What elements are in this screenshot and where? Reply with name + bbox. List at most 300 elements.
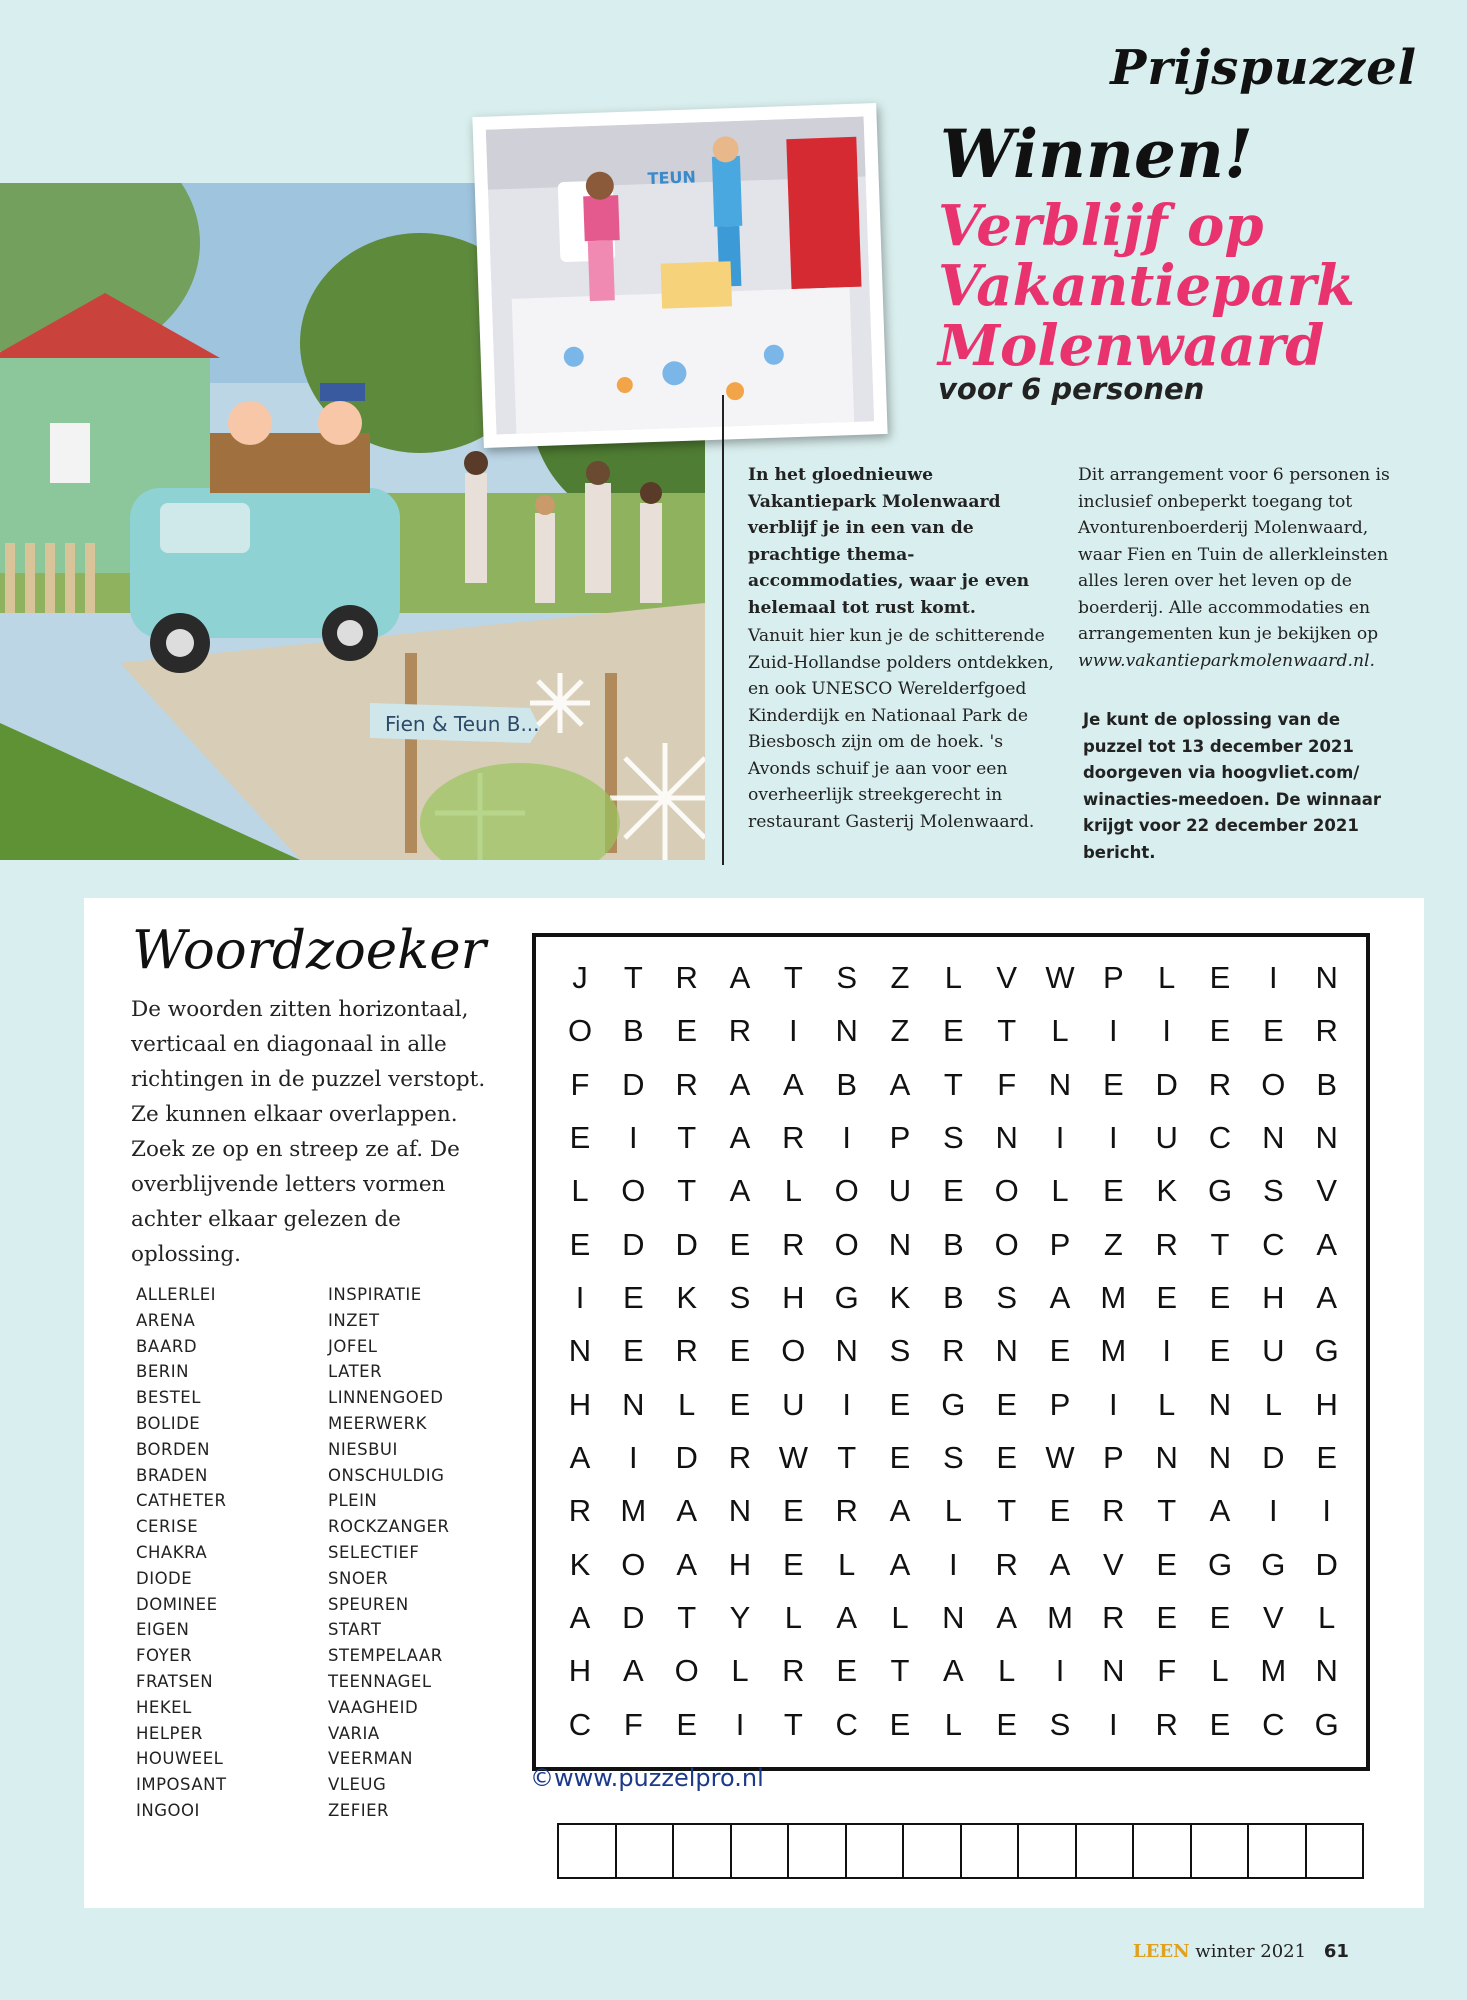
grid-letter[interactable]: U bbox=[1155, 1120, 1178, 1155]
word-list-item: BRADEN bbox=[136, 1465, 208, 1485]
grid-letter[interactable]: A bbox=[676, 1493, 697, 1529]
grid-letter[interactable]: H bbox=[1262, 1280, 1285, 1315]
kids-bedroom-scene bbox=[486, 116, 874, 434]
grid-letter[interactable]: T bbox=[783, 960, 803, 995]
word-list-item: DOMINEE bbox=[136, 1594, 218, 1614]
grid-letter[interactable]: T bbox=[997, 1493, 1017, 1529]
intro-paragraph: In het gloednieuwe Vakantiepark Molenwaard verblijf je in een van de prachtige thema-accommodaties, waar je even helemaal tot rust komt. bbox=[748, 465, 1030, 618]
word-list-item: PLEIN bbox=[328, 1491, 378, 1511]
grid-letter[interactable]: I bbox=[842, 1386, 851, 1422]
grid-letter[interactable]: F bbox=[997, 1066, 1017, 1102]
grid-letter[interactable]: T bbox=[783, 1706, 803, 1742]
grid-letter[interactable]: S bbox=[1049, 1706, 1071, 1742]
grid-letter[interactable]: D bbox=[1155, 1066, 1178, 1102]
grid-letter[interactable]: E bbox=[1209, 960, 1231, 995]
page-number: 61 bbox=[1323, 1941, 1349, 1962]
grid-letter[interactable]: F bbox=[570, 1066, 590, 1102]
puzzle-credit: ©www.puzzelpro.nl bbox=[530, 1764, 764, 1792]
grid-letter[interactable]: N bbox=[835, 1333, 858, 1369]
grid-letter[interactable]: T bbox=[677, 1600, 697, 1635]
grid-letter[interactable]: C bbox=[568, 1706, 592, 1742]
grid-letter[interactable]: L bbox=[998, 1653, 1016, 1689]
grid-letter[interactable]: S bbox=[729, 1280, 751, 1315]
grid-letter[interactable]: O bbox=[994, 1226, 1019, 1262]
grid-letter[interactable]: A bbox=[782, 1066, 804, 1102]
grid-letter[interactable]: S bbox=[996, 1280, 1017, 1315]
grid-letter[interactable]: N bbox=[995, 1333, 1018, 1369]
grid-letter[interactable]: G bbox=[941, 1386, 966, 1422]
grid-letter[interactable]: L bbox=[1158, 960, 1176, 995]
grid-letter[interactable]: E bbox=[889, 1440, 911, 1475]
letter-grid bbox=[553, 951, 1353, 1751]
grid-letter[interactable]: R bbox=[995, 1546, 1018, 1582]
grid-letter[interactable]: I bbox=[1055, 1120, 1065, 1155]
grid-letter[interactable]: R bbox=[1155, 1706, 1178, 1742]
grid-letter[interactable]: V bbox=[1102, 1546, 1124, 1582]
grid-letter[interactable]: T bbox=[1210, 1226, 1230, 1262]
grid-letter[interactable]: A bbox=[622, 1653, 644, 1689]
grid-letter[interactable]: E bbox=[1209, 1280, 1231, 1315]
grid-letter[interactable]: I bbox=[1269, 1493, 1278, 1529]
grid-letter[interactable]: O bbox=[621, 1173, 646, 1209]
grid-letter[interactable]: I bbox=[1109, 1706, 1118, 1742]
grid-letter[interactable]: E bbox=[889, 1386, 911, 1422]
word-list-item: ALLERLEI bbox=[136, 1285, 217, 1304]
grid-letter[interactable]: T bbox=[837, 1440, 857, 1475]
grid-letter[interactable]: I bbox=[575, 1280, 585, 1315]
grid-letter[interactable]: O bbox=[567, 1013, 593, 1049]
grid-letter[interactable]: L bbox=[1211, 1653, 1229, 1689]
grid-letter[interactable]: E bbox=[569, 1120, 591, 1155]
word-list-item: INSPIRATIE bbox=[328, 1285, 422, 1304]
word-list-item: IMPOSANT bbox=[136, 1775, 227, 1795]
grid-letter[interactable]: I bbox=[735, 1706, 745, 1742]
grid-letter[interactable]: C bbox=[1208, 1120, 1232, 1155]
grid-letter[interactable]: N bbox=[622, 1386, 645, 1422]
grid-letter[interactable]: L bbox=[1158, 1386, 1176, 1422]
grid-letter[interactable]: E bbox=[1049, 1493, 1071, 1529]
answer-box[interactable] bbox=[615, 1823, 675, 1879]
grid-letter[interactable]: E bbox=[729, 1386, 751, 1422]
word-list-item: STEMPELAAR bbox=[328, 1646, 443, 1666]
grid-letter[interactable]: E bbox=[569, 1226, 591, 1262]
answer-box[interactable] bbox=[787, 1823, 847, 1879]
grid-letter[interactable]: K bbox=[1156, 1173, 1177, 1209]
answer-box[interactable] bbox=[960, 1823, 1020, 1879]
word-list-item: HEKEL bbox=[136, 1697, 192, 1717]
grid-letter[interactable]: S bbox=[1262, 1173, 1284, 1209]
grid-letter[interactable]: L bbox=[1051, 1173, 1069, 1209]
grid-letter[interactable]: E bbox=[1102, 1066, 1124, 1102]
grid-letter[interactable]: S bbox=[889, 1333, 911, 1369]
grid-letter[interactable]: E bbox=[1209, 1600, 1231, 1635]
word-list-item: LINNENGOED bbox=[328, 1388, 444, 1408]
grid-letter[interactable]: U bbox=[1262, 1333, 1285, 1369]
grid-letter[interactable]: O bbox=[674, 1653, 699, 1689]
grid-letter[interactable]: H bbox=[1315, 1386, 1338, 1422]
grid-letter[interactable]: L bbox=[944, 960, 962, 995]
grid-letter[interactable]: A bbox=[569, 1440, 591, 1475]
grid-letter[interactable]: R bbox=[1102, 1493, 1125, 1529]
grid-letter[interactable]: M bbox=[620, 1493, 647, 1529]
grid-letter[interactable]: G bbox=[1207, 1173, 1233, 1209]
grid-letter[interactable]: E bbox=[1049, 1333, 1071, 1369]
magazine-name: LEEN bbox=[1133, 1941, 1190, 1962]
grid-letter[interactable]: E bbox=[1156, 1546, 1177, 1582]
grid-letter[interactable]: T bbox=[1157, 1493, 1177, 1529]
word-list-item: BERIN bbox=[136, 1362, 189, 1382]
word-list-item: SELECTIEF bbox=[328, 1542, 420, 1562]
grid-letter[interactable]: N bbox=[995, 1120, 1018, 1155]
grid-letter[interactable]: A bbox=[1049, 1280, 1071, 1315]
grid-letter[interactable]: T bbox=[997, 1013, 1017, 1049]
grid-letter[interactable]: L bbox=[1318, 1600, 1336, 1635]
grid-letter[interactable]: R bbox=[1102, 1600, 1125, 1635]
grid-letter[interactable]: K bbox=[676, 1280, 697, 1315]
grid-letter[interactable]: R bbox=[782, 1120, 805, 1155]
grid-letter[interactable]: A bbox=[676, 1546, 697, 1582]
grid-letter[interactable]: L bbox=[944, 1493, 962, 1529]
word-list-item: ONSCHULDIG bbox=[328, 1465, 445, 1485]
word-list-item: ZEFIER bbox=[328, 1800, 389, 1820]
grid-letter[interactable]: A bbox=[1316, 1226, 1337, 1262]
grid-letter[interactable]: E bbox=[1209, 1333, 1231, 1369]
grid-letter[interactable]: B bbox=[942, 1280, 964, 1315]
grid-letter[interactable]: L bbox=[571, 1173, 589, 1209]
grid-letter[interactable]: R bbox=[728, 1013, 752, 1049]
grid-letter[interactable]: I bbox=[1162, 1013, 1171, 1049]
grid-letter[interactable]: C bbox=[1262, 1706, 1285, 1742]
letter-grid-frame bbox=[532, 933, 1370, 1771]
grid-letter[interactable]: E bbox=[942, 1173, 964, 1209]
grid-letter[interactable]: E bbox=[782, 1546, 804, 1582]
grid-letter[interactable]: N bbox=[942, 1600, 965, 1635]
grid-letter[interactable]: L bbox=[784, 1173, 802, 1209]
grid-letter[interactable]: N bbox=[1155, 1440, 1178, 1475]
grid-letter[interactable]: R bbox=[728, 1440, 752, 1475]
word-list-item: HOUWEEL bbox=[136, 1749, 224, 1769]
grid-letter[interactable]: L bbox=[731, 1653, 749, 1689]
grid-letter[interactable]: Z bbox=[890, 960, 910, 995]
grid-letter[interactable]: E bbox=[1316, 1440, 1337, 1475]
answer-box[interactable] bbox=[1247, 1823, 1307, 1879]
grid-letter[interactable]: E bbox=[996, 1386, 1017, 1422]
grid-letter[interactable]: D bbox=[675, 1440, 698, 1475]
grid-letter[interactable]: N bbox=[1048, 1066, 1072, 1102]
grid-letter[interactable]: B bbox=[622, 1013, 644, 1049]
grid-letter[interactable]: Z bbox=[890, 1013, 910, 1049]
grid-letter[interactable]: E bbox=[1156, 1600, 1177, 1635]
answer-box[interactable] bbox=[1132, 1823, 1192, 1879]
grid-letter[interactable]: D bbox=[1315, 1546, 1338, 1582]
grid-letter[interactable]: M bbox=[1100, 1333, 1127, 1369]
grid-letter[interactable]: B bbox=[836, 1066, 857, 1102]
divider-line bbox=[722, 395, 724, 865]
grid-letter[interactable]: N bbox=[728, 1493, 752, 1529]
grid-letter[interactable]: H bbox=[782, 1280, 805, 1315]
grid-letter[interactable]: R bbox=[1155, 1226, 1178, 1262]
grid-letter[interactable]: J bbox=[572, 960, 588, 995]
prize-subtitle: voor 6 personen bbox=[938, 372, 1205, 406]
grid-letter[interactable]: N bbox=[1315, 1120, 1338, 1155]
grid-letter[interactable]: E bbox=[622, 1333, 644, 1369]
word-list-item: BAARD bbox=[136, 1336, 198, 1356]
grid-letter[interactable]: I bbox=[629, 1440, 638, 1475]
grid-letter[interactable]: R bbox=[675, 1066, 698, 1102]
grid-letter[interactable]: P bbox=[1049, 1386, 1071, 1422]
word-list-item: ROCKZANGER bbox=[328, 1517, 450, 1537]
grid-letter[interactable]: T bbox=[943, 1066, 963, 1102]
grid-letter[interactable]: A bbox=[889, 1546, 911, 1582]
grid-letter[interactable]: O bbox=[1261, 1066, 1286, 1102]
grid-letter[interactable]: H bbox=[568, 1386, 592, 1422]
word-list-item: LATER bbox=[328, 1362, 383, 1382]
grid-letter[interactable]: W bbox=[1045, 960, 1075, 995]
grid-letter[interactable]: D bbox=[622, 1226, 645, 1262]
grid-letter[interactable]: N bbox=[1102, 1653, 1125, 1689]
word-list-item: CHAKRA bbox=[136, 1542, 208, 1562]
grid-letter[interactable]: G bbox=[1207, 1546, 1233, 1582]
grid-letter[interactable]: N bbox=[1262, 1120, 1285, 1155]
grid-letter[interactable]: O bbox=[781, 1333, 806, 1369]
grid-letter[interactable]: P bbox=[1049, 1226, 1071, 1262]
grid-letter[interactable]: A bbox=[1316, 1280, 1337, 1315]
grid-letter[interactable]: N bbox=[835, 1013, 858, 1049]
word-list-item: VEERMAN bbox=[328, 1749, 413, 1769]
grid-letter[interactable]: L bbox=[838, 1546, 856, 1582]
grid-letter[interactable]: L bbox=[784, 1600, 802, 1635]
grid-letter[interactable]: I bbox=[842, 1120, 851, 1155]
grid-letter[interactable]: N bbox=[568, 1333, 592, 1369]
description-paragraph: Vanuit hier kun je de schitterende Zuid-Hollandse polders ontdekken, en ook UNESCO Werelderfgoed Kinderdijk en Nationaal Park de Biesbosch zijn om de hoek. 's Avonds schuif je aan voor een overheerlijk streekgerecht in restaurant Gasterij Molenwaard. bbox=[748, 626, 1054, 832]
grid-letter[interactable]: O bbox=[994, 1173, 1019, 1209]
grid-letter[interactable]: H bbox=[568, 1653, 592, 1689]
word-list-item: JOFEL bbox=[328, 1336, 378, 1356]
grid-letter[interactable]: O bbox=[834, 1226, 859, 1262]
grid-letter[interactable]: I bbox=[1109, 1013, 1118, 1049]
headline: Winnen! bbox=[940, 115, 1253, 193]
word-list-item: INZET bbox=[328, 1310, 380, 1330]
word-list-column-2 bbox=[328, 1282, 449, 1824]
website-link[interactable]: www.vakantieparkmolenwaard.nl. bbox=[1078, 650, 1376, 671]
entry-instructions: Je kunt de oplossing van de puzzel tot 13 december 2021 doorgeven via hoogvliet.com/ winacties-meedoen. De winnaar krijgt voor 22 december 2021 bericht. bbox=[1083, 710, 1382, 862]
grid-letter[interactable]: U bbox=[888, 1173, 912, 1209]
grid-letter[interactable]: A bbox=[836, 1600, 857, 1635]
grid-letter[interactable]: G bbox=[1314, 1706, 1339, 1742]
grid-letter[interactable]: I bbox=[949, 1546, 958, 1582]
word-list-item: FRATSEN bbox=[136, 1671, 214, 1691]
grid-letter[interactable]: R bbox=[835, 1493, 858, 1529]
grid-letter[interactable]: R bbox=[675, 1333, 698, 1369]
grid-letter[interactable]: M bbox=[1260, 1653, 1287, 1689]
answer-box[interactable] bbox=[1017, 1823, 1077, 1879]
grid-letter[interactable]: E bbox=[1262, 1013, 1284, 1049]
grid-letter[interactable]: N bbox=[1208, 1440, 1232, 1475]
prize-line-2: Vakantiepark bbox=[938, 253, 1355, 319]
word-list-item: FOYER bbox=[136, 1646, 193, 1666]
grid-letter[interactable]: B bbox=[1316, 1066, 1337, 1102]
grid-letter[interactable]: S bbox=[942, 1120, 964, 1155]
grid-letter[interactable]: I bbox=[1322, 1493, 1331, 1529]
grid-letter[interactable]: E bbox=[836, 1653, 857, 1689]
grid-letter[interactable]: R bbox=[675, 960, 698, 995]
grid-letter[interactable]: H bbox=[728, 1546, 752, 1582]
grid-letter[interactable]: A bbox=[729, 960, 751, 995]
grid-letter[interactable]: G bbox=[1314, 1333, 1339, 1369]
grid-letter[interactable]: A bbox=[729, 1120, 751, 1155]
grid-letter[interactable]: E bbox=[996, 1440, 1017, 1475]
grid-letter[interactable]: T bbox=[677, 1120, 697, 1155]
grid-letter[interactable]: A bbox=[889, 1493, 911, 1529]
grid-letter[interactable]: E bbox=[942, 1013, 964, 1049]
answer-box[interactable] bbox=[730, 1823, 790, 1879]
grid-letter[interactable]: E bbox=[729, 1333, 751, 1369]
grid-letter[interactable]: R bbox=[782, 1226, 805, 1262]
word-list-item: BORDEN bbox=[136, 1439, 210, 1459]
grid-letter[interactable]: P bbox=[889, 1120, 911, 1155]
grid-letter[interactable]: T bbox=[890, 1653, 910, 1689]
grid-letter[interactable]: E bbox=[676, 1706, 697, 1742]
word-list-item: TEENNAGEL bbox=[328, 1671, 432, 1691]
answer-box[interactable] bbox=[902, 1823, 962, 1879]
word-list-item: BOLIDE bbox=[136, 1413, 201, 1433]
grid-letter[interactable]: I bbox=[1162, 1333, 1171, 1369]
grid-letter[interactable]: N bbox=[1315, 960, 1338, 995]
grid-letter[interactable]: O bbox=[621, 1546, 646, 1582]
word-list-item: HELPER bbox=[136, 1723, 203, 1743]
grid-letter[interactable]: A bbox=[729, 1173, 751, 1209]
word-list-item: EIGEN bbox=[136, 1620, 190, 1640]
grid-letter[interactable]: A bbox=[1049, 1546, 1071, 1582]
prize-line-1: Verblijf op bbox=[938, 193, 1264, 259]
grid-letter[interactable]: N bbox=[888, 1226, 912, 1262]
grid-letter[interactable]: F bbox=[1157, 1653, 1177, 1689]
answer-box[interactable] bbox=[845, 1823, 905, 1879]
grid-letter[interactable]: P bbox=[1102, 1440, 1124, 1475]
grid-letter[interactable]: R bbox=[782, 1653, 805, 1689]
grid-letter[interactable]: V bbox=[1262, 1600, 1284, 1635]
word-list-item: ARENA bbox=[136, 1310, 196, 1330]
grid-letter[interactable]: A bbox=[569, 1600, 591, 1635]
grid-letter[interactable]: E bbox=[1209, 1013, 1231, 1049]
grid-letter[interactable]: I bbox=[1055, 1653, 1065, 1689]
grid-letter[interactable]: R bbox=[942, 1333, 965, 1369]
grid-letter[interactable]: A bbox=[942, 1653, 964, 1689]
grid-letter[interactable]: I bbox=[789, 1013, 798, 1049]
grid-letter[interactable]: I bbox=[1269, 960, 1278, 995]
grid-letter[interactable]: B bbox=[942, 1226, 964, 1262]
grid-letter[interactable]: D bbox=[675, 1226, 698, 1262]
grid-letter[interactable]: L bbox=[678, 1386, 696, 1422]
puzzle-title: Woordzoeker bbox=[132, 920, 486, 981]
grid-letter[interactable]: C bbox=[1262, 1226, 1285, 1262]
grid-letter[interactable]: F bbox=[623, 1706, 643, 1742]
grid-letter[interactable]: T bbox=[623, 960, 643, 995]
grid-letter[interactable]: E bbox=[782, 1493, 804, 1529]
grid-letter[interactable]: P bbox=[1102, 960, 1124, 995]
grid-letter[interactable]: Y bbox=[729, 1600, 751, 1635]
grid-letter[interactable]: I bbox=[1109, 1120, 1118, 1155]
grid-letter[interactable]: M bbox=[1100, 1280, 1127, 1315]
grid-letter[interactable]: I bbox=[1109, 1386, 1118, 1422]
answer-box[interactable] bbox=[1075, 1823, 1135, 1879]
prize-line-3: Molenwaard bbox=[938, 313, 1325, 379]
puzzle-panel bbox=[84, 898, 1424, 1908]
grid-letter[interactable]: M bbox=[1047, 1600, 1073, 1635]
grid-letter[interactable]: E bbox=[622, 1280, 644, 1315]
grid-letter[interactable]: R bbox=[1208, 1066, 1232, 1102]
grid-letter[interactable]: L bbox=[891, 1600, 909, 1635]
grid-letter[interactable]: A bbox=[729, 1066, 751, 1102]
grid-letter[interactable]: R bbox=[568, 1493, 592, 1529]
grid-letter[interactable]: G bbox=[1261, 1546, 1286, 1582]
grid-letter[interactable]: N bbox=[1315, 1653, 1338, 1689]
grid-letter[interactable]: E bbox=[889, 1706, 911, 1742]
word-list-item: INGOOI bbox=[136, 1800, 200, 1820]
grid-letter[interactable]: U bbox=[782, 1386, 805, 1422]
word-list-item: SNOER bbox=[328, 1568, 389, 1588]
grid-letter[interactable]: K bbox=[889, 1280, 911, 1315]
grid-letter[interactable]: E bbox=[729, 1226, 751, 1262]
arrangement-paragraph bbox=[1078, 462, 1408, 674]
answer-box[interactable] bbox=[557, 1823, 617, 1879]
word-list-item: START bbox=[328, 1620, 382, 1640]
answer-box[interactable] bbox=[1190, 1823, 1250, 1879]
grid-letter[interactable]: E bbox=[676, 1013, 697, 1049]
grid-letter[interactable]: I bbox=[629, 1120, 638, 1155]
grid-letter[interactable]: D bbox=[1262, 1440, 1285, 1475]
grid-letter[interactable]: A bbox=[889, 1066, 911, 1102]
grid-letter[interactable]: G bbox=[834, 1280, 859, 1315]
grid-letter[interactable]: R bbox=[1315, 1013, 1338, 1049]
grid-letter[interactable]: W bbox=[778, 1440, 808, 1475]
grid-letter[interactable]: D bbox=[622, 1600, 645, 1635]
sign-text: Fien & Teun B... bbox=[385, 712, 540, 736]
grid-letter[interactable]: L bbox=[1264, 1386, 1282, 1422]
grid-letter[interactable]: N bbox=[1208, 1386, 1232, 1422]
page-footer bbox=[1133, 1941, 1349, 1962]
svg-text:TEUN: TEUN bbox=[647, 167, 697, 189]
grid-letter[interactable]: E bbox=[1102, 1173, 1124, 1209]
grid-letter[interactable]: V bbox=[996, 960, 1017, 995]
answer-box[interactable] bbox=[1305, 1823, 1365, 1879]
grid-letter[interactable]: L bbox=[944, 1706, 962, 1742]
word-list-item: VLEUG bbox=[328, 1775, 387, 1795]
grid-letter[interactable]: S bbox=[836, 960, 857, 995]
grid-letter[interactable]: V bbox=[1316, 1173, 1337, 1209]
grid-letter[interactable]: Z bbox=[1103, 1226, 1123, 1262]
grid-letter[interactable]: O bbox=[834, 1173, 859, 1209]
grid-letter[interactable]: S bbox=[942, 1440, 964, 1475]
arrangement-text: Dit arrangement voor 6 personen is inclusief onbeperkt toegang tot Avonturenboerderij Molenwaard, waar Fien en Tuin de allerkleinsten alles leren over het leven op de boerderij. Alle accommodaties en arrangementen kun je bekijken op bbox=[1078, 465, 1390, 644]
grid-letter[interactable]: E bbox=[1209, 1706, 1231, 1742]
word-list-item: CATHETER bbox=[136, 1491, 227, 1511]
grid-letter[interactable]: K bbox=[569, 1546, 591, 1582]
grid-letter[interactable]: T bbox=[677, 1173, 697, 1209]
grid-letter[interactable]: W bbox=[1045, 1440, 1075, 1475]
grid-letter[interactable]: L bbox=[1051, 1013, 1069, 1049]
grid-letter[interactable]: A bbox=[996, 1600, 1017, 1635]
word-list-item: VAAGHEID bbox=[328, 1697, 419, 1717]
grid-letter[interactable]: C bbox=[835, 1706, 858, 1742]
answer-box[interactable] bbox=[672, 1823, 732, 1879]
grid-letter[interactable]: E bbox=[1156, 1280, 1177, 1315]
grid-letter[interactable]: E bbox=[996, 1706, 1017, 1742]
section-title: Prijspuzzel bbox=[1110, 40, 1417, 96]
grid-letter[interactable]: D bbox=[622, 1066, 645, 1102]
word-list-column-1 bbox=[136, 1282, 227, 1824]
grid-letter[interactable]: A bbox=[1209, 1493, 1231, 1529]
